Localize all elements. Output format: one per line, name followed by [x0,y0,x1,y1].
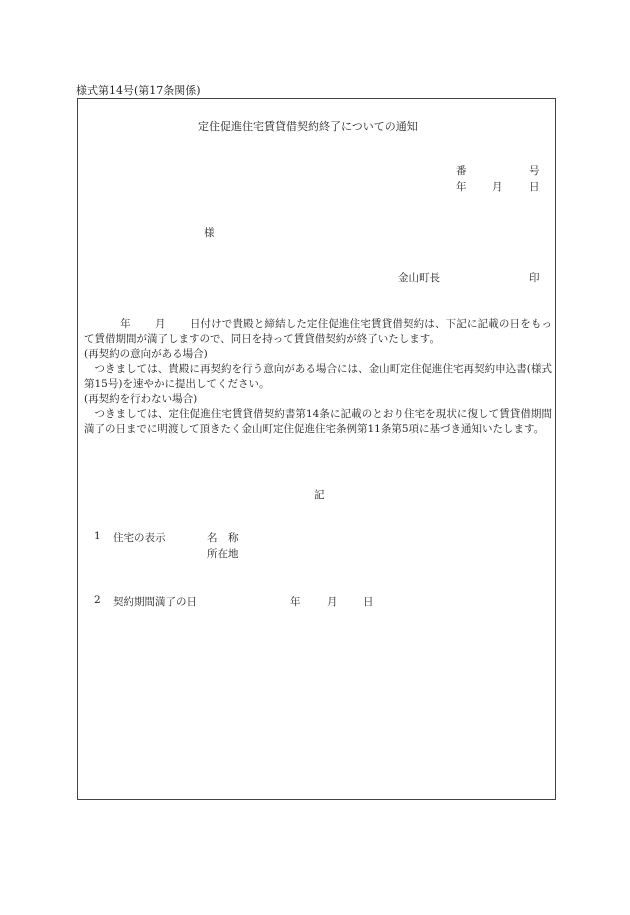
item-1-number: 1 [94,530,101,542]
notice-paragraph [84,317,552,347]
number-label: 番 [456,165,467,177]
ki-heading: 記 [314,489,325,501]
case1-heading: (再契約の意向がある場合) [84,348,208,360]
date-year-label: 年 [456,181,467,193]
item-2-number: 2 [94,594,101,606]
item-2-day-label: 日 [363,596,374,608]
seal-mark: 印 [529,272,540,284]
form-number: 様式第14号(第17条関係) [76,84,201,97]
item-2-label: 契約期間満了の日 [113,596,197,608]
case2-heading: (再契約を行わない場合) [84,393,198,405]
body-month-label: 月 [154,318,166,330]
document-frame [77,98,556,800]
number-suffix: 号 [529,165,540,177]
recipient-suffix: 様 [204,227,215,239]
document-title: 定住促進住宅賃貸借契約終了についての通知 [198,120,418,133]
item-1-label: 住宅の表示 [113,532,166,544]
issuer: 金山町長 [398,272,440,284]
date-day-label: 日 [529,181,540,193]
item-2-year-label: 年 [290,596,301,608]
body-year-label: 年 [120,318,131,330]
body-paragraph-text: 日付けで貴殿と締結した定住促進住宅賃貸借契約は、下記に記載の日をもって賃借期間が満了しますので、同日を持って賃貸借契約が終了いたします。 [84,318,553,345]
case2-text: つきましては、定住促進住宅賃貸借契約書第14条に記載のとおり住宅を現状に復して賃貸借期間満了の日までに明渡して頂きたく金山町定住促進住宅条例第11条第5項に基づき通知いたします。 [84,408,552,435]
item-1-name-label: 名 称 [207,532,239,544]
date-month-label: 月 [492,181,503,193]
item-1-address-label: 所在地 [207,548,239,560]
notice-body [84,317,552,437]
item-2-month-label: 月 [327,596,338,608]
case1-text: つきましては、貴殿に再契約を行う意向がある場合には、金山町定住促進住宅再契約申込書(様式第15号)を速やかに提出してください。 [84,363,552,390]
